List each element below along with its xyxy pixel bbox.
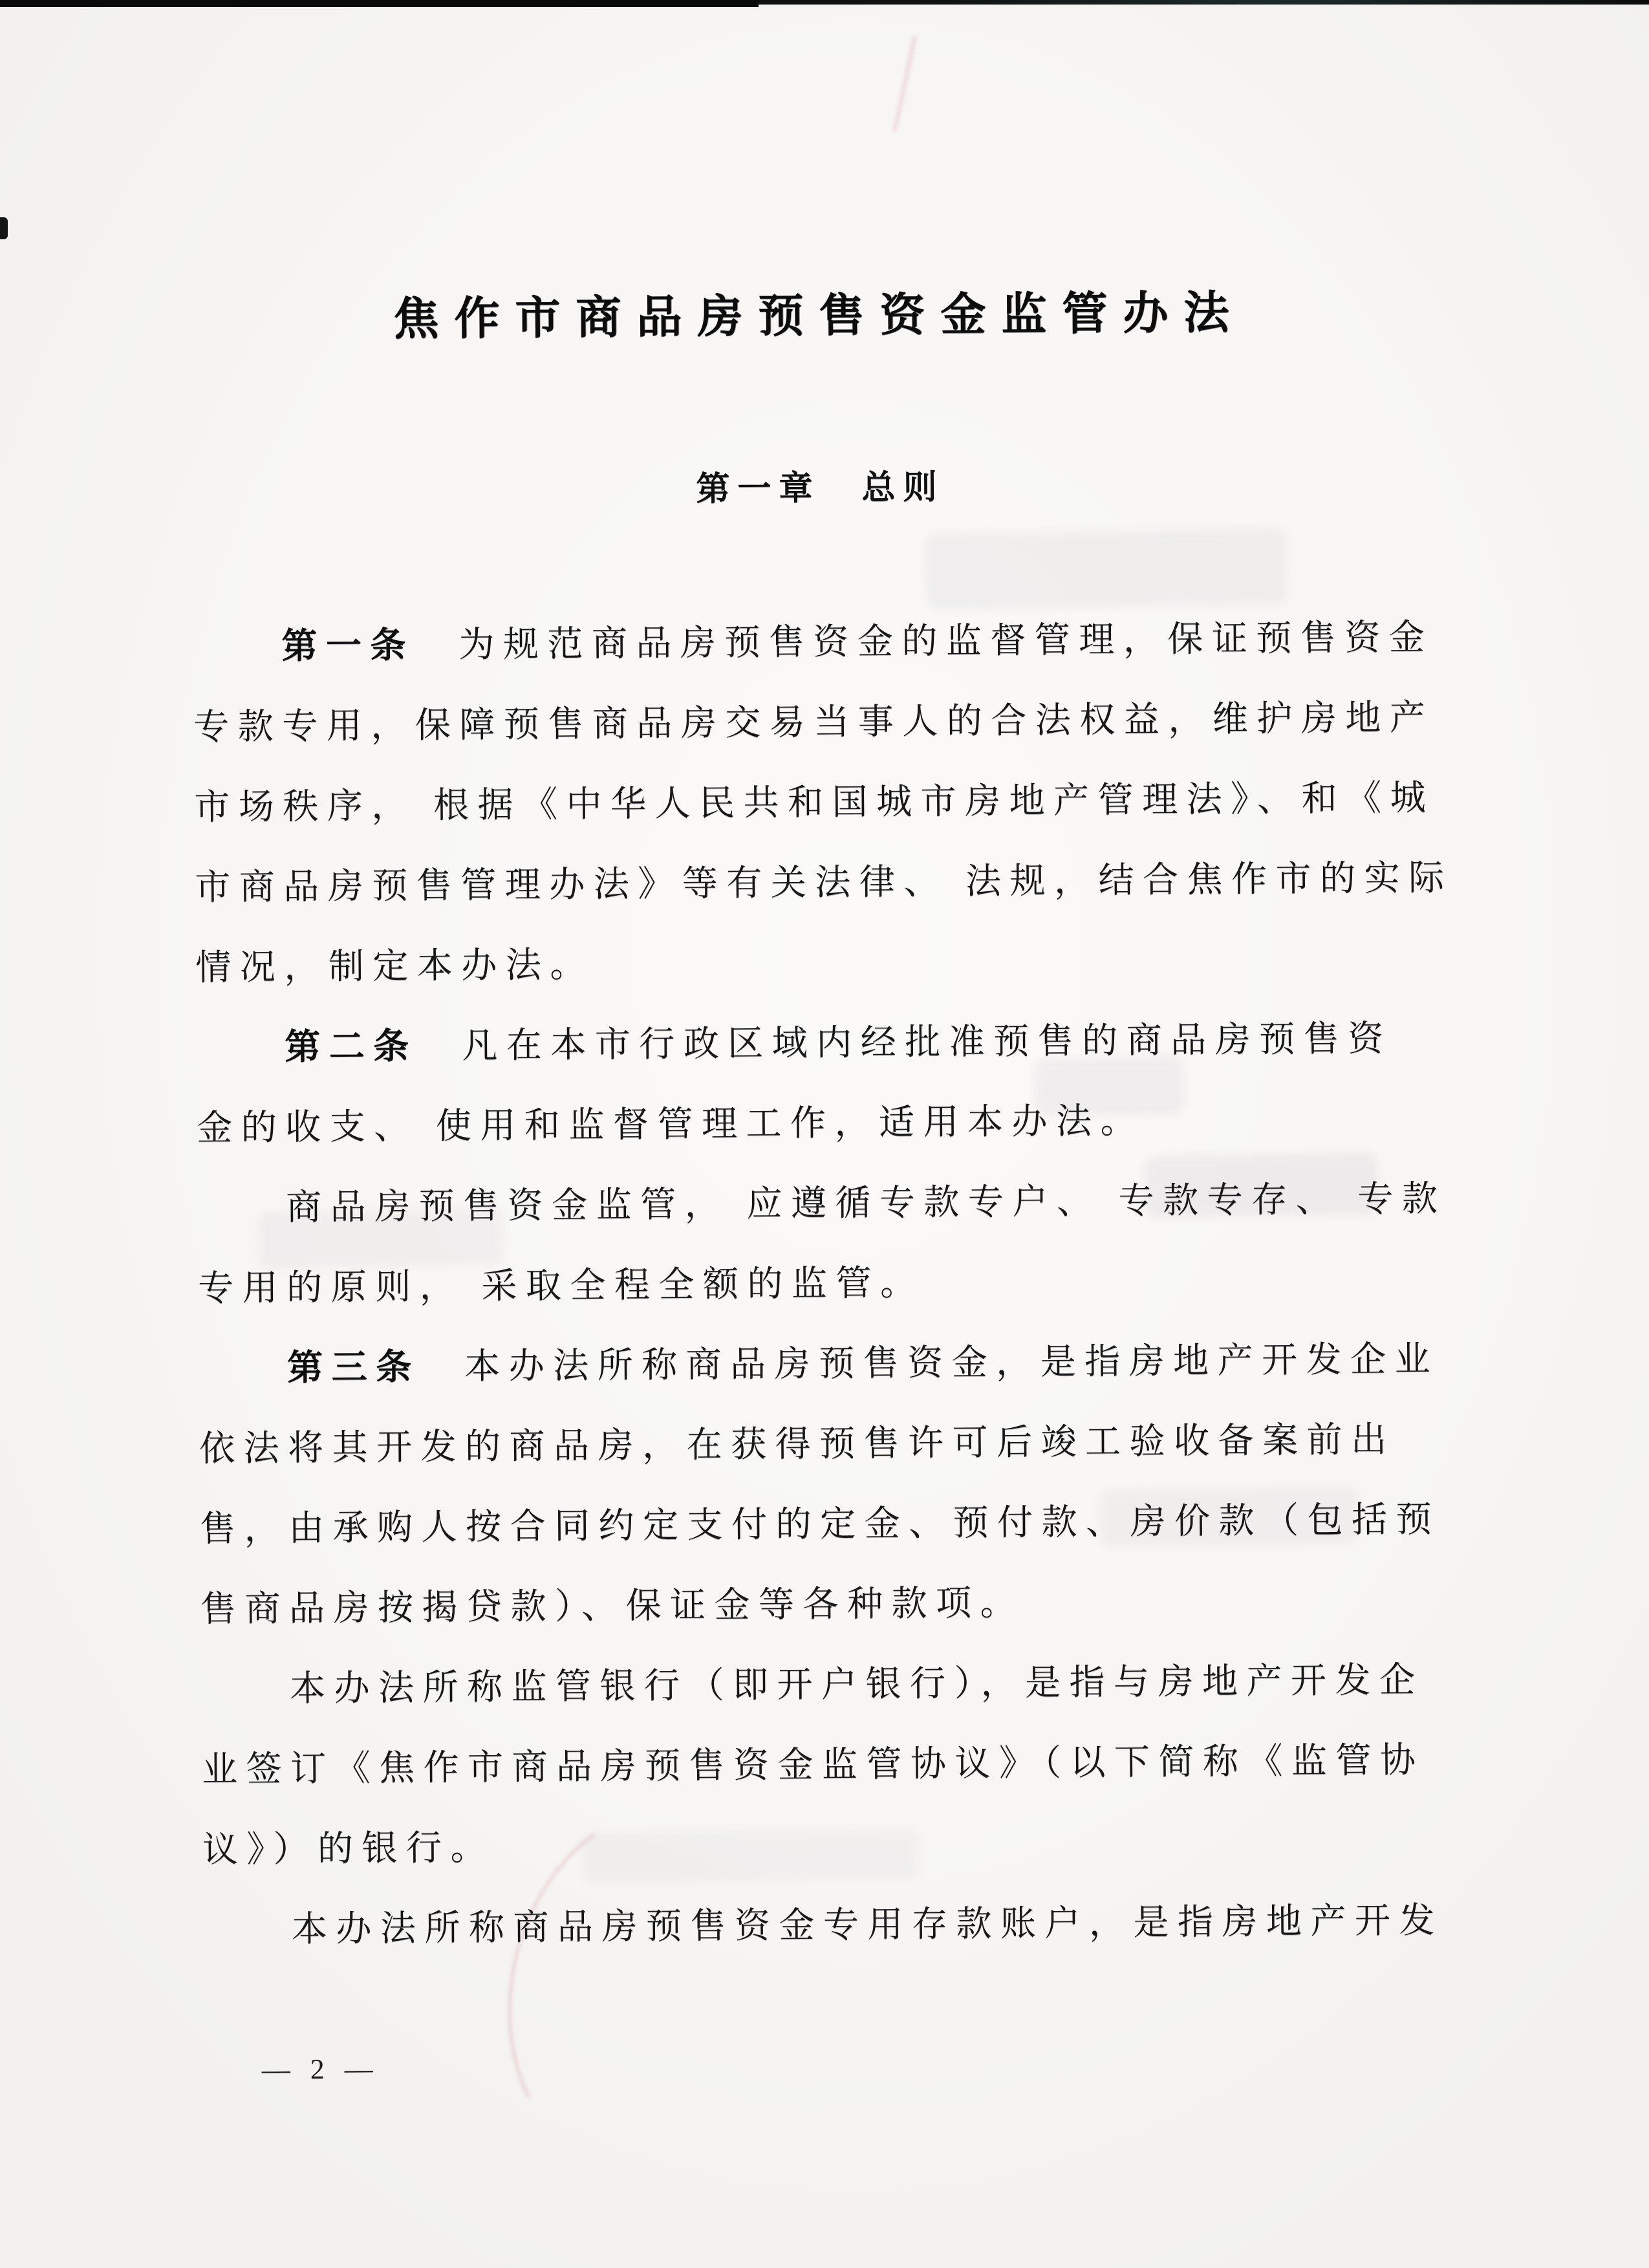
page-number: — 2 — xyxy=(261,2053,380,2086)
body-line-text: 本办法所称商品房预售资金，是指房地产开发企业 xyxy=(420,1339,1439,1387)
body-line-text: 金的收支、 使用和监督管理工作，适用本办法。 xyxy=(197,1101,1145,1148)
page-title: 焦作市商品房预售资金监管办法 xyxy=(393,288,1245,345)
body-line xyxy=(200,1481,1468,1571)
body-line-text: 本办法所称商品房预售资金专用存款账户，是指房地产开发 xyxy=(202,1900,1444,1950)
body-line xyxy=(199,1321,1467,1410)
body-line xyxy=(195,839,1463,929)
body-line-text: 业签订《焦作市商品房预售资金监管协议》（以下简称《监管协 xyxy=(201,1740,1425,1789)
article-number-label: 第三条 xyxy=(198,1346,420,1388)
body-line xyxy=(201,1641,1469,1731)
body-line xyxy=(195,920,1463,1010)
body-line xyxy=(202,1802,1471,1892)
body-text-block xyxy=(193,599,1471,1972)
body-line xyxy=(199,1401,1467,1491)
body-line-text: 议》）的银行。 xyxy=(202,1828,495,1870)
body-line xyxy=(197,1080,1465,1170)
body-line xyxy=(202,1722,1470,1811)
body-line xyxy=(203,1882,1471,1972)
body-line xyxy=(197,1160,1465,1250)
body-line-text: 市商品房预售管理办法》等有关法律、 法规，结合焦作市的实际 xyxy=(195,858,1453,907)
body-line xyxy=(196,1000,1464,1090)
body-line xyxy=(200,1561,1469,1651)
body-line-text: 市场秩序， 根据《中华人民共和国城市房地产管理法》、和《城 xyxy=(194,777,1435,827)
body-line-text: 本办法所称监管银行（即开户银行），是指与房地产开发企 xyxy=(200,1659,1424,1709)
body-line-text: 依法将其开发的商品房，在获得预售许可后竣工验收备案前出 xyxy=(199,1420,1396,1469)
article-number-label: 第一条 xyxy=(193,625,415,667)
body-line xyxy=(194,759,1462,849)
body-line xyxy=(193,599,1461,689)
chapter-heading: 第一章 总则 xyxy=(696,469,945,508)
body-line-text: 专用的原则， 采取全程全额的监管。 xyxy=(197,1262,925,1308)
body-line-text: 凡在本市行政区域内经批准预售的商品房预售资 xyxy=(417,1019,1393,1066)
body-line xyxy=(193,679,1461,769)
body-line-text: 为规范商品房预售资金的监督管理，保证预售资金 xyxy=(414,617,1434,665)
body-line-text: 商品房预售资金监管， 应遵循专款专户、 专款专存、 专款 xyxy=(197,1178,1447,1228)
body-line-text: 售商品房按揭贷款）、保证金等各种款项。 xyxy=(200,1582,1025,1629)
body-line-text: 专款专用，保障预售商品房交易当事人的合法权益，维护房地产 xyxy=(193,697,1434,747)
body-line xyxy=(198,1240,1466,1330)
body-line-text: 情况，制定本办法。 xyxy=(195,944,595,988)
body-line-text: 售，由承购人按合同约定支付的定金、预付款、房价款（包括预 xyxy=(199,1499,1441,1549)
article-number-label: 第二条 xyxy=(196,1026,418,1068)
